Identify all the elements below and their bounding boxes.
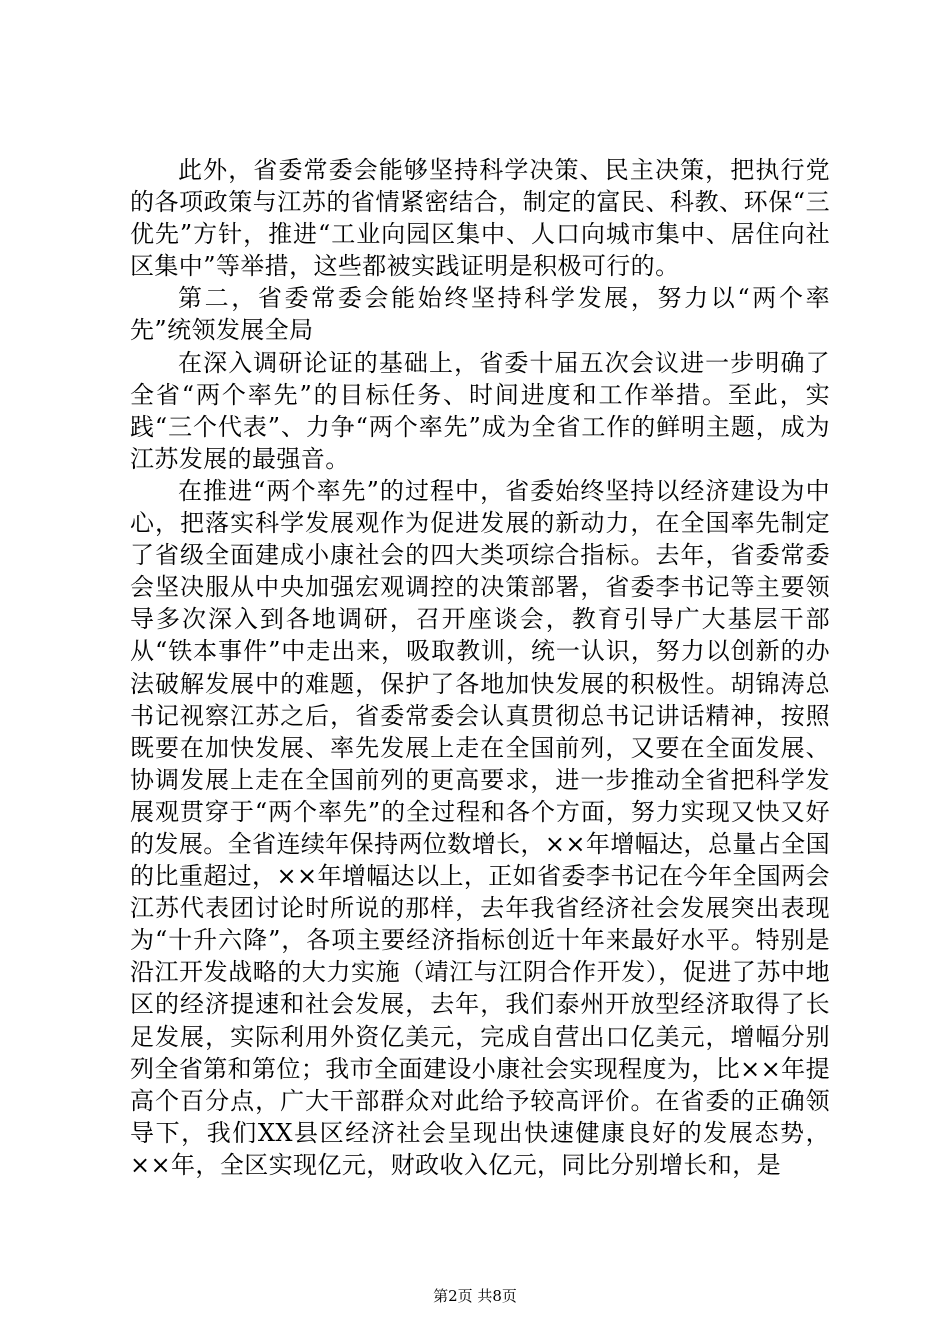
paragraph-2-heading: 第二，省委常委会能始终坚持科学发展，努力以“两个率先”统领发展全局: [130, 284, 830, 345]
paragraph-4: 在推进“两个率先”的过程中，省委始终坚持以经济建设为中心，把落实科学发展观作为促进发展的新动力，在全国率先制定了省级全面建成小康社会的四大类项综合指标。去年，省委常委会坚决服从中央加强宏观调控的决策部署，省委李书记等主要领导多次深入到各地调研，召开座谈会，教育引导广大基层干部从“铁本事件”中走出来，吸取教训，统一认识，努力以创新的办法破解发展中的难题，保护了各地加快发展的积极性。胡锦涛总书记视察江苏之后，省委常委会认真贯彻总书记讲话精神，按照既要在加快发展、率先发展上走在全国前列，又要在全面发展、协调发展上走在全国前列的更高要求，进一步推动全省把科学发展观贯穿于“两个率先”的全过程和各个方面，努力实现又快又好的发展。全省连续年保持两位数增长，××年增幅达，总量占全国的比重超过，××年增幅达以上，正如省委李书记在今年全国两会江苏代表团讨论时所说的那样，去年我省经济社会发展突出表现为“十升六降”，各项主要经济指标创近十年来最好水平。特别是沿江开发战略的大力实施（靖江与江阴合作开发），促进了苏中地区的经济提速和社会发展，去年，我们泰州开放型经济取得了长足发展，实际利用外资亿美元，完成自营出口亿美元，增幅分别列全省第和第位；我市全面建设小康社会实现程度为，比××年提高个百分点，广大干部群众对此给予较高评价。在省委的正确领导下，我们XX县区经济社会呈现出快速健康良好的发展态势，××年，全区实现亿元，财政收入亿元，同比分别增长和，是: [130, 476, 830, 1179]
paragraph-3: 在深入调研论证的基础上，省委十届五次会议进一步明确了全省“两个率先”的目标任务、时间进度和工作举措。至此，实践“三个代表”、力争“两个率先”成为全省工作的鲜明主题，成为江苏发展的最强音。: [130, 348, 830, 473]
paragraph-1: 此外，省委常委会能够坚持科学决策、民主决策，把执行党的各项政策与江苏的省情紧密结合，制定的富民、科教、环保“三优先”方针，推进“工业向园区集中、人口向城市集中、居住向社区集中”等举措，这些都被实践证明是积极可行的。: [130, 156, 830, 281]
page-number-footer: 第2页 共8页: [433, 1287, 517, 1305]
document-body: [130, 154, 830, 1181]
